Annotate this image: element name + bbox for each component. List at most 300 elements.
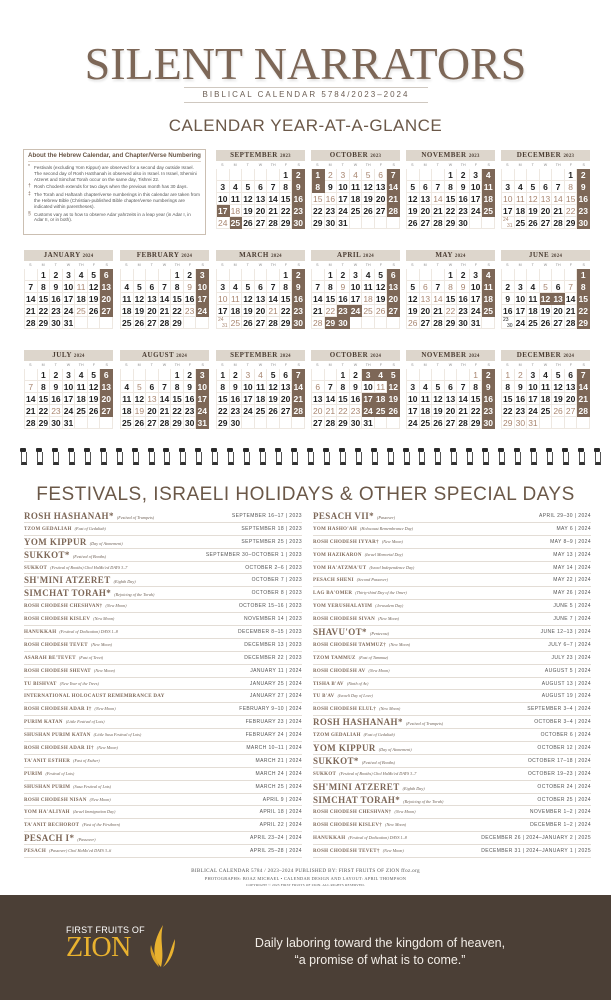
festival-date: SEPTEMBER 25 | 2023 xyxy=(241,538,302,545)
info-note xyxy=(28,165,201,182)
binding-ring xyxy=(355,448,361,462)
day-cell: 30 xyxy=(325,217,338,229)
festival-row xyxy=(24,523,302,536)
day-cell: 15 xyxy=(171,393,184,405)
weekday-label: F xyxy=(92,363,96,367)
weekday-label: TH xyxy=(460,263,466,267)
day-cell: 1 xyxy=(445,169,458,181)
day-cell: 5 xyxy=(375,269,388,281)
day-cell: 1 xyxy=(38,369,51,381)
day-cell: 17 xyxy=(470,293,483,305)
day-cell: 20 xyxy=(100,293,113,305)
month-header xyxy=(24,250,113,261)
day-cell: 5 xyxy=(134,381,147,393)
festival-date: JANUARY 27 | 2024 xyxy=(249,693,302,700)
day-cell: 8 xyxy=(171,381,184,393)
festival-name-wrap xyxy=(313,642,410,648)
festival-name: YOM KIPPUR xyxy=(313,742,376,753)
empty-day xyxy=(362,317,375,329)
day-cell: 15 xyxy=(171,293,184,305)
festival-note: (Passover) xyxy=(377,514,396,520)
binding-ring xyxy=(291,448,297,462)
day-cell: 5 xyxy=(134,281,147,293)
day-cell: 23 xyxy=(515,405,528,417)
day-cell: 26 xyxy=(407,217,420,229)
month-october-2023 xyxy=(311,150,400,229)
day-cell: 19 xyxy=(88,393,101,405)
festival-row xyxy=(313,574,591,587)
binding-ring xyxy=(307,448,313,462)
day-cell: 19 xyxy=(242,205,255,217)
festival-name-wrap xyxy=(24,758,100,764)
logo-main-text: ZION xyxy=(66,932,131,963)
binding-ring xyxy=(546,448,552,462)
empty-day xyxy=(121,369,134,381)
day-cell: 20 xyxy=(387,293,400,305)
day-cell: 2 xyxy=(337,269,350,281)
weekday-label: F xyxy=(188,363,192,367)
day-cell: 18 xyxy=(375,393,388,405)
empty-day xyxy=(255,169,268,181)
day-cell: 17 xyxy=(515,305,528,317)
weekday-label: F xyxy=(92,263,96,267)
festival-date: AUGUST 5 | 2024 xyxy=(544,667,591,674)
day-grid xyxy=(406,169,495,229)
weekday-label: S xyxy=(411,363,414,367)
empty-day xyxy=(350,317,363,329)
day-cell: 9 xyxy=(577,181,590,193)
day-cell: 9 xyxy=(50,381,63,393)
day-grid xyxy=(311,169,400,229)
festival-note: (Passover) Chol HaMo'ed DAYS 3–6 xyxy=(49,848,112,854)
info-note xyxy=(28,212,201,224)
festival-name-wrap xyxy=(313,848,404,854)
binding-ring xyxy=(132,448,138,462)
month-header xyxy=(311,250,400,261)
day-cell: 27 xyxy=(146,417,159,429)
festival-name-wrap xyxy=(24,833,96,843)
festival-name-wrap xyxy=(313,627,389,637)
festival-date: DECEMBER 22 | 2023 xyxy=(244,654,302,661)
weekday-label: T xyxy=(436,363,439,367)
festival-date: OCTOBER 25 | 2024 xyxy=(537,796,591,803)
info-note xyxy=(28,184,201,190)
empty-day xyxy=(312,269,325,281)
festival-name-wrap xyxy=(24,809,115,815)
binding-ring xyxy=(148,448,154,462)
day-cell: 16 xyxy=(50,393,63,405)
empty-day xyxy=(420,269,433,281)
day-cell: 18 xyxy=(121,305,134,317)
festival-name: ROSH CHODESH TEVET xyxy=(24,642,88,648)
weekday-row xyxy=(501,261,590,269)
day-cell: 11 xyxy=(75,281,88,293)
day-cell: 12 xyxy=(407,193,420,205)
day-cell: 26 xyxy=(134,317,147,329)
day-cell: 2 xyxy=(457,169,470,181)
festival-name: PESACH I* xyxy=(24,833,75,844)
day-cell: 18 xyxy=(527,305,540,317)
festival-row xyxy=(313,587,591,600)
day-cell: 13 xyxy=(565,381,578,393)
weekday-label: W xyxy=(162,363,167,367)
month-name: JUNE xyxy=(528,251,550,259)
empty-day xyxy=(407,169,420,181)
festival-date: JANUARY 11 | 2024 xyxy=(250,667,302,674)
festival-name-wrap xyxy=(313,795,443,805)
festival-date: APRIL 23–24 | 2024 xyxy=(250,835,302,842)
empty-day xyxy=(88,317,101,329)
festival-row xyxy=(24,768,302,781)
day-cell: 29 xyxy=(312,217,325,229)
weekday-label: T xyxy=(246,263,249,267)
festival-note: (New Moon) xyxy=(385,822,407,828)
day-cell: 28 xyxy=(387,205,400,217)
festival-name-wrap xyxy=(313,526,413,532)
month-header xyxy=(406,350,495,361)
festival-row xyxy=(24,742,302,755)
festival-note: (Fast of Tevet) xyxy=(78,654,104,660)
day-cell: 26 xyxy=(242,217,255,229)
day-cell: 9 xyxy=(292,281,305,293)
day-cell: 17 xyxy=(362,393,375,405)
day-cell: 29 xyxy=(171,417,184,429)
day-cell: 10 xyxy=(470,281,483,293)
day-cell: 15 xyxy=(280,193,293,205)
day-cell: 3 xyxy=(350,269,363,281)
festival-name: ROSH CHODESH CHESHVAN† xyxy=(313,810,392,816)
day-cell: 10 xyxy=(407,393,420,405)
day-cell: 1 xyxy=(470,369,483,381)
month-february-2024 xyxy=(120,250,209,329)
festival-note: (New Moon) xyxy=(90,641,112,647)
day-cell: 3 xyxy=(470,169,483,181)
month-header xyxy=(216,350,305,361)
day-cell: 23 xyxy=(50,405,63,417)
festival-date: MAY 14 | 2024 xyxy=(553,564,591,571)
day-cell: 30 xyxy=(457,317,470,329)
empty-day xyxy=(134,369,147,381)
festival-date: NOVEMBER 14 | 2023 xyxy=(244,616,302,623)
day-cell: 12 xyxy=(407,293,420,305)
day-cell: 23 xyxy=(230,405,243,417)
day-cell: 19 xyxy=(407,305,420,317)
empty-day xyxy=(242,417,255,429)
festival-note: (Israel Memorial Day) xyxy=(364,551,403,557)
day-cell: 29 xyxy=(470,417,483,429)
festival-row xyxy=(313,678,591,691)
day-cell: 28 xyxy=(292,405,305,417)
festival-date: DECEMBER 8–15 | 2023 xyxy=(237,628,302,635)
day-cell: 25 xyxy=(420,417,433,429)
month-year: 2024 xyxy=(363,254,374,259)
weekday-label: S xyxy=(392,363,395,367)
weekday-label: S xyxy=(316,263,319,267)
day-cell: 26 xyxy=(242,317,255,329)
day-cell: 25 xyxy=(482,305,495,317)
weekday-row xyxy=(120,361,209,369)
weekday-label: S xyxy=(582,363,585,367)
festival-row xyxy=(313,819,591,832)
day-cell: 25 xyxy=(121,317,134,329)
day-cell: 30 xyxy=(50,317,63,329)
day-cell: 28 xyxy=(312,317,325,329)
festival-row xyxy=(24,716,302,729)
day-cell: 19 xyxy=(362,193,375,205)
day-cell: 18 xyxy=(75,293,88,305)
day-cell: 21 xyxy=(25,405,38,417)
day-cell: 7 xyxy=(457,381,470,393)
weekday-label: F xyxy=(569,163,573,167)
day-cell: 2 xyxy=(50,269,63,281)
month-header xyxy=(311,350,400,361)
weekday-row xyxy=(406,361,495,369)
day-cell: 3 xyxy=(337,169,350,181)
day-grid xyxy=(24,269,113,329)
festival-note: (Rejoicing of the Torah) xyxy=(403,798,444,804)
day-cell: 20 xyxy=(540,205,553,217)
festival-name: ROSH CHODESH ADAR II† xyxy=(24,745,94,751)
month-year: 2024 xyxy=(563,354,575,359)
day-cell: 6 xyxy=(146,281,159,293)
day-cell: 22 xyxy=(280,205,293,217)
day-cell: 21 xyxy=(387,193,400,205)
festival-name-wrap xyxy=(24,526,106,532)
festival-date: DECEMBER 1–2 | 2024 xyxy=(530,822,591,829)
day-cell: 23 xyxy=(350,405,363,417)
month-august-2024 xyxy=(120,350,209,429)
day-cell: 30 xyxy=(50,417,63,429)
day-cell: 20 xyxy=(375,193,388,205)
day-cell: 3 xyxy=(217,181,230,193)
day-cell: 5 xyxy=(387,369,400,381)
empty-day xyxy=(577,417,590,429)
day-cell xyxy=(217,317,230,329)
day-cell: 31 xyxy=(362,417,375,429)
day-number: 31 xyxy=(222,323,228,329)
day-cell: 21 xyxy=(267,305,280,317)
binding-ring xyxy=(52,448,58,462)
empty-day xyxy=(159,369,172,381)
empty-day xyxy=(230,169,243,181)
festival-name: HANUKKAH xyxy=(24,629,57,635)
festival-date: SEPTEMBER 18 | 2023 xyxy=(241,525,302,532)
festival-name-wrap xyxy=(313,681,368,687)
festival-note: (New Year of the Trees) xyxy=(59,680,99,686)
binding-ring xyxy=(403,448,409,462)
day-cell: 7 xyxy=(432,281,445,293)
day-cell: 17 xyxy=(407,405,420,417)
day-cell: 10 xyxy=(362,381,375,393)
day-cell: 25 xyxy=(230,217,243,229)
subtitle: BIBLICAL CALENDAR 5784/2023–2024 xyxy=(202,90,410,99)
festival-row xyxy=(313,742,591,755)
weekday-label: M xyxy=(518,363,522,367)
day-cell: 14 xyxy=(25,293,38,305)
day-cell: 11 xyxy=(375,381,388,393)
day-cell: 5 xyxy=(432,381,445,393)
binding-ring xyxy=(100,448,106,462)
day-cell: 7 xyxy=(325,381,338,393)
day-cell: 15 xyxy=(577,293,590,305)
month-name: SEPTEMBER xyxy=(230,351,278,359)
empty-day xyxy=(387,417,400,429)
day-cell: 7 xyxy=(432,181,445,193)
day-cell: 17 xyxy=(242,393,255,405)
day-cell: 13 xyxy=(100,281,113,293)
weekday-label: S xyxy=(201,363,204,367)
day-cell: 5 xyxy=(407,281,420,293)
day-cell: 14 xyxy=(159,393,172,405)
month-header xyxy=(501,250,590,261)
festival-row xyxy=(313,536,591,549)
day-cell: 18 xyxy=(255,393,268,405)
weekday-label: M xyxy=(328,363,332,367)
weekday-label: S xyxy=(487,363,490,367)
festival-name-wrap xyxy=(24,565,127,571)
note-text: Customs vary as to how to observe Adar yahrzeits in a leap year (in Adar I, in Adar II, or in both). xyxy=(34,211,191,223)
festival-name: ROSH CHODESH SIVAN xyxy=(313,617,375,623)
festival-name: YOM KIPPUR xyxy=(24,536,87,547)
festival-row xyxy=(313,845,591,858)
festival-date: OCTOBER 7 | 2023 xyxy=(251,577,302,584)
day-cell: 16 xyxy=(50,293,63,305)
festival-note: (Day of Atonement) xyxy=(378,746,412,752)
day-cell: 6 xyxy=(387,269,400,281)
day-cell: 10 xyxy=(242,381,255,393)
day-cell: 14 xyxy=(457,393,470,405)
day-cell: 24 xyxy=(217,217,230,229)
weekday-label: W xyxy=(258,163,263,167)
ffoz-logo[interactable] xyxy=(66,925,145,961)
day-cell: 17 xyxy=(63,293,76,305)
day-cell: 12 xyxy=(134,293,147,305)
day-cell xyxy=(502,317,515,329)
month-year: 2024 xyxy=(468,354,480,359)
month-name: JANUARY xyxy=(43,251,81,259)
day-cell: 30 xyxy=(337,317,350,329)
day-cell: 11 xyxy=(230,293,243,305)
festival-date: SEPTEMBER 30–OCTOBER 1 | 2023 xyxy=(205,551,302,558)
day-cell: 8 xyxy=(445,181,458,193)
festival-date: OCTOBER 3–4 | 2024 xyxy=(534,719,591,726)
festival-name-wrap xyxy=(24,771,74,777)
empty-day xyxy=(217,169,230,181)
weekday-label: W xyxy=(543,163,548,167)
festival-date: JULY 23 | 2024 xyxy=(551,654,591,661)
day-cell: 17 xyxy=(196,293,209,305)
day-cell: 19 xyxy=(432,405,445,417)
day-cell: 15 xyxy=(337,393,350,405)
spiral-binding xyxy=(20,448,600,462)
festival-row xyxy=(24,755,302,768)
day-cell: 22 xyxy=(325,305,338,317)
weekday-label: W xyxy=(258,263,263,267)
festival-date: DECEMBER 26 | 2024–JANUARY 2 | 2025 xyxy=(481,835,591,842)
weekday-label: S xyxy=(487,263,490,267)
month-year: 2024 xyxy=(454,254,466,259)
empty-day xyxy=(255,417,268,429)
day-cell: 29 xyxy=(445,317,458,329)
weekday-label: T xyxy=(341,263,344,267)
day-cell: 15 xyxy=(280,293,293,305)
festival-list-left xyxy=(24,510,302,858)
day-cell: 9 xyxy=(292,181,305,193)
day-cell: 20 xyxy=(280,393,293,405)
festival-date: APRIL 22 | 2024 xyxy=(259,822,302,829)
day-cell: 4 xyxy=(482,169,495,181)
day-cell: 31 xyxy=(337,217,350,229)
day-cell: 9 xyxy=(515,381,528,393)
day-cell: 14 xyxy=(312,293,325,305)
festival-row xyxy=(24,549,302,562)
day-cell: 12 xyxy=(267,381,280,393)
festival-row xyxy=(24,819,302,832)
festival-name-wrap xyxy=(313,590,407,596)
day-cell: 14 xyxy=(432,293,445,305)
day-number: 24 xyxy=(503,217,509,223)
festival-name-wrap xyxy=(313,771,416,777)
binding-ring xyxy=(323,448,329,462)
festival-row xyxy=(313,781,591,794)
day-cell: 7 xyxy=(159,281,172,293)
day-cell: 30 xyxy=(184,417,197,429)
day-cell: 25 xyxy=(540,405,553,417)
binding-ring xyxy=(275,448,281,462)
festival-row xyxy=(313,523,591,536)
festival-name: ROSH CHODESH TEVET† xyxy=(313,849,380,855)
day-cell: 27 xyxy=(312,417,325,429)
credits xyxy=(0,867,611,888)
day-cell: 1 xyxy=(312,169,325,181)
weekday-label: S xyxy=(487,163,490,167)
festival-note: (New Moon) xyxy=(382,848,404,854)
festival-note: (Eighth Day) xyxy=(113,579,136,585)
festival-date: FEBRUARY 23 | 2024 xyxy=(245,719,302,726)
month-header xyxy=(501,350,590,361)
weekday-label: S xyxy=(411,263,414,267)
day-cell: 30 xyxy=(292,317,305,329)
weekday-label: S xyxy=(506,263,509,267)
day-cell: 12 xyxy=(387,381,400,393)
weekday-label: M xyxy=(423,163,427,167)
note-mark: * xyxy=(28,164,30,170)
festival-name: YOM HAZIKARON xyxy=(313,552,362,558)
day-cell: 24 xyxy=(242,405,255,417)
month-september-2023 xyxy=(216,150,305,229)
day-cell: 5 xyxy=(362,169,375,181)
binding-ring xyxy=(562,448,568,462)
day-cell: 17 xyxy=(470,193,483,205)
day-grid xyxy=(216,169,305,229)
day-cell: 23 xyxy=(577,205,590,217)
day-cell: 9 xyxy=(184,281,197,293)
day-cell: 14 xyxy=(25,393,38,405)
day-cell: 17 xyxy=(63,393,76,405)
month-name: SEPTEMBER xyxy=(230,151,278,159)
day-cell: 27 xyxy=(100,305,113,317)
weekday-label: TH xyxy=(460,363,466,367)
weekday-label: W xyxy=(66,263,71,267)
weekday-label: TH xyxy=(460,163,466,167)
day-cell: 5 xyxy=(552,369,565,381)
day-cell: 4 xyxy=(420,381,433,393)
day-cell: 12 xyxy=(242,193,255,205)
empty-day xyxy=(280,417,293,429)
festival-name: YOM HA'ATZMA'UT xyxy=(313,565,367,571)
weekday-row xyxy=(24,261,113,269)
weekday-label: F xyxy=(284,363,288,367)
